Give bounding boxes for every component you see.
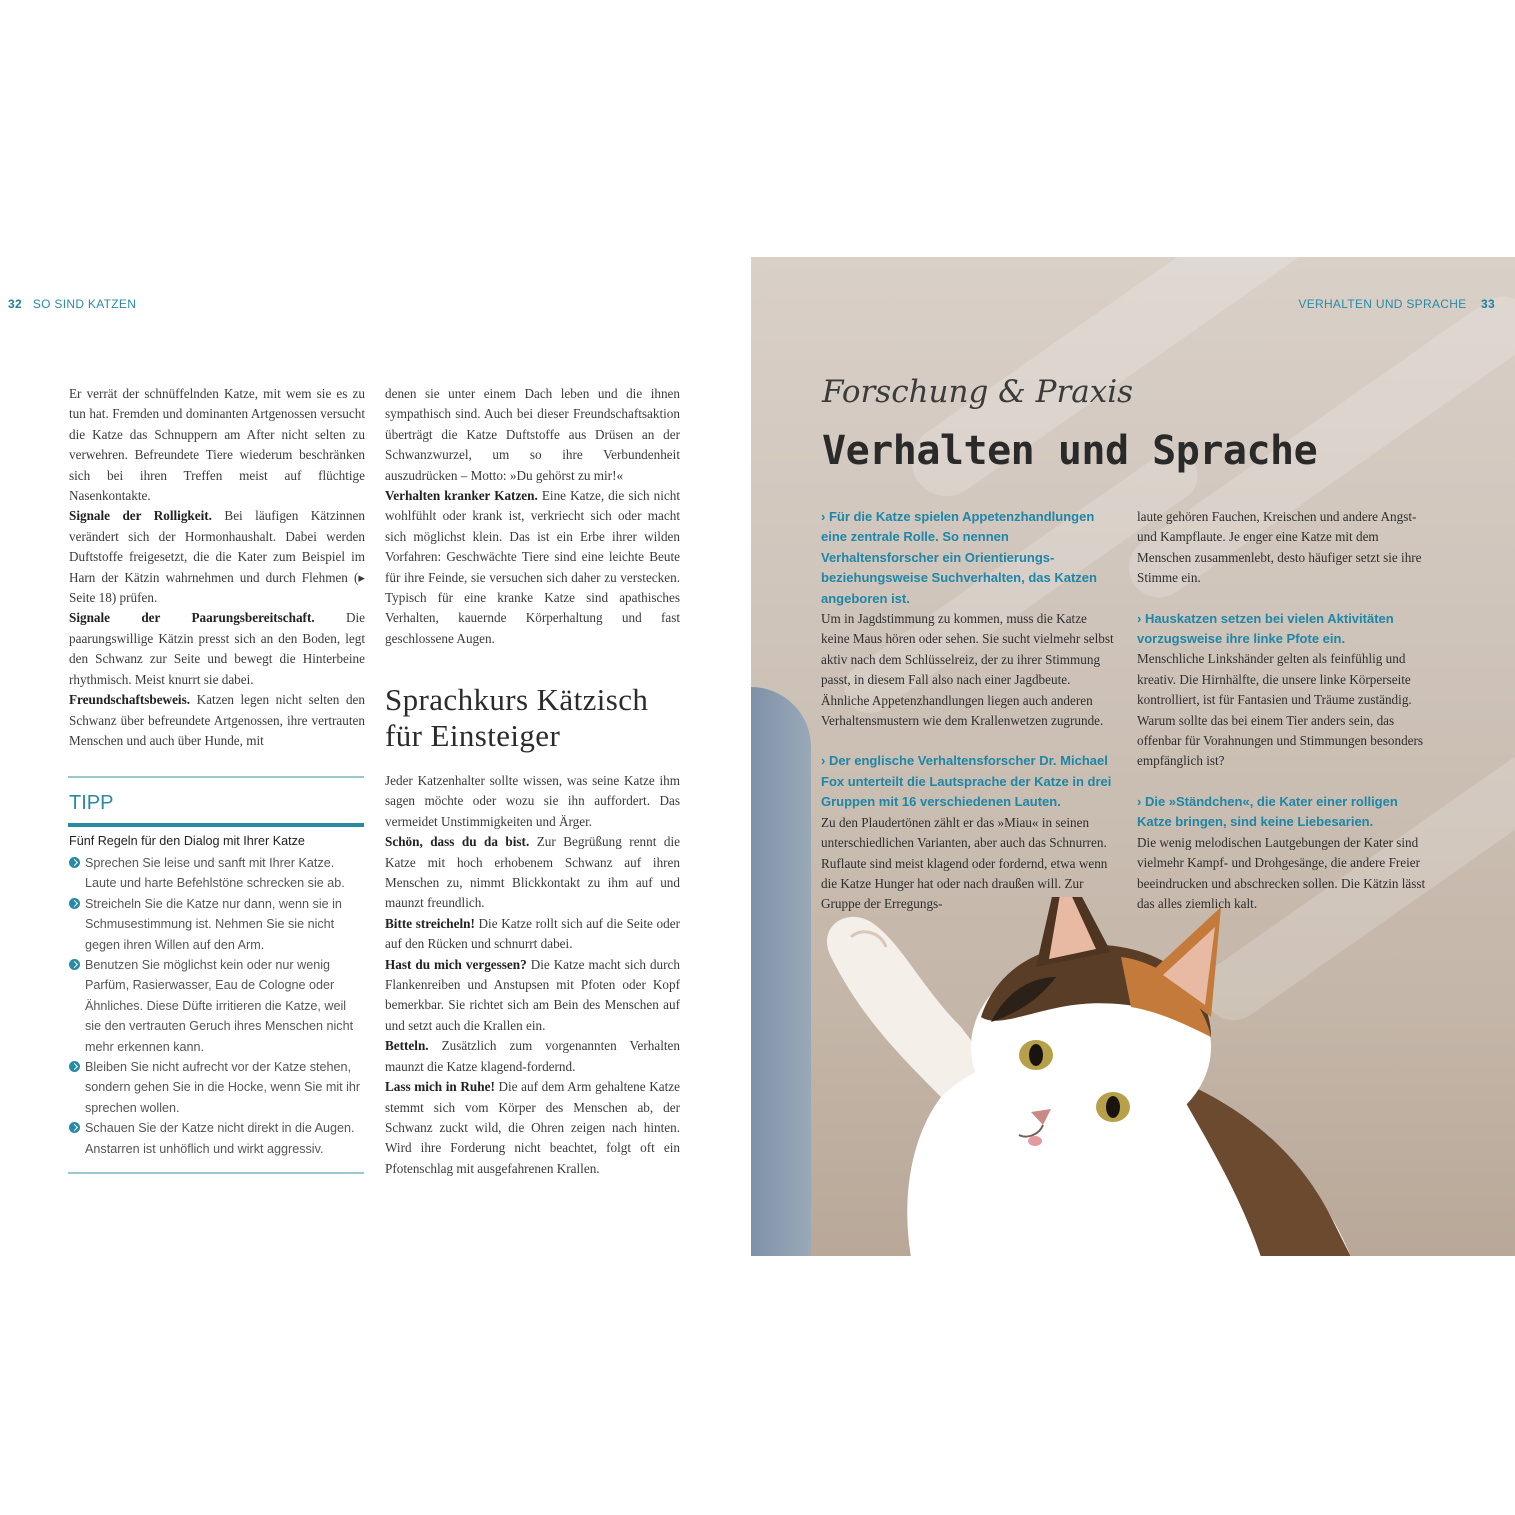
paragraph-text: Zusätzlich zum vorgenannten Verhalten maunzt die Katze klagend-fordernd. <box>385 1038 680 1074</box>
paragraph-head: Betteln. <box>385 1038 429 1054</box>
page-number-right: 33 <box>1481 297 1495 311</box>
paragraph-text: Zur Begrüßung rennt die Katze mit hoch erhobenem Schwanz auf ihren Menschen zu, nimmt Blickkontakt zu ihm auf und maunzt freundlich. <box>385 834 680 911</box>
fact-headline: › Für die Katze spielen Appetenzhandlungen eine zentrale Rolle. So nennen Verhaltensforscher ein Orientierungs- beziehungsweise Suchverhalten, das Katzen angeboren ist. <box>821 509 1097 606</box>
page-number-left: 32 <box>8 297 22 311</box>
tipp-item <box>69 853 365 894</box>
fact-headline: › Der englische Verhaltensforscher Dr. Michael Fox unterteilt die Lautsprache der Katze in drei Gruppen mit 16 verschiedenen Lauten. <box>821 753 1112 810</box>
fact-text: Menschliche Linkshänder gelten als feinfühlig und kreativ. Die Hirnhälfte, die unsere linke Körperseite kontrolliert, ist für Fantasien und Träume zuständig. Warum sollte das bei einem Tier anders sein, das offenbar für Vorahnungen und Stimmungen besonders empfänglich ist? <box>1137 651 1424 769</box>
running-head-right <box>1298 297 1495 311</box>
paragraph-text: Katzen legen nicht selten den Schwanz über befreundete Artgenossen, ihre vertrauten Menschen und auch über Hunde, mit <box>69 692 365 748</box>
fact-column-a <box>821 507 1117 915</box>
circle-arrow-icon <box>69 857 80 868</box>
paragraph <box>385 1077 680 1179</box>
paragraph-head: Schön, dass du da bist. <box>385 834 530 850</box>
paragraph-text: Eine Katze, die sich nicht wohlfühlt oder krank ist, verkriecht sich oder macht sich möglichst klein. Das ist ein Erbe ihrer wilden Vorfahren: Geschwächte Tiere sind eine leichte Beute für ihre Feinde, sie versuchen sich daher zu verstecken. Typisch für eine kranke Katze sind apathisches Verhalten, kauernde Körperhaltung und fast geschlossene Augen. <box>385 488 680 646</box>
paragraph: denen sie unter einem Dach leben und die ihnen sympathisch sind. Auch bei dieser Freundschaftsaktion überträgt die Katze Duftstoffe aus Drüsen an der Schwanzwurzel, um so ihre Verbundenheit auszudrücken – Motto: »Du gehörst zu mir!« <box>385 386 680 483</box>
paragraph-head: Verhalten kranker Katzen. <box>385 488 538 504</box>
tipp-rule-bottom <box>68 1172 364 1174</box>
tipp-title: TIPP <box>69 792 114 814</box>
tipp-item-text: Bleiben Sie nicht aufrecht vor der Katze stehen, sondern gehen Sie in die Hocke, wenn Sie mit ihr sprechen wollen. <box>85 1060 361 1115</box>
fact-text: Die wenig melodischen Lautgebungen der Kater sind vielmehr Kampf- und Drohgesänge, die andere Freier beeindrucken und abschrecken sollen. Die Kätzin lässt das alles ziemlich kalt. <box>1137 834 1426 911</box>
paragraph-head: Freundschaftsbeweis. <box>69 692 191 708</box>
paragraph <box>69 608 365 690</box>
fact-headline: › Hauskatzen setzen bei vielen Aktivitäten vorzugsweise ihre linke Pfote ein. <box>1137 610 1394 647</box>
fact-text: Um in Jagdstimmung zu kommen, muss die Katze keine Maus hören oder sehen. Sie sucht vielmehr selbst aktiv nach dem Schlüsselreiz, der zu ihrer Stimmung passt, in diesem Fall also nach einer Jagdbeute. Ähnliche Appetenzhandlungen liegen auch anderen Verhaltensmustern wie dem Krallenwetzen zugrunde. <box>821 611 1114 729</box>
tipp-rule-top <box>68 776 364 778</box>
left-column-1 <box>69 384 365 751</box>
paragraph-text: Die Katze macht sich durch Flankenreiben und Anstupsen mit Pfoten oder Kopf bemerkbar. Sie richtet sich am Bein des Menschen auf und setzt auch die Krallen ein. <box>385 956 680 1033</box>
paragraph: Er verrät der schnüffelnden Katze, mit wem sie es zu tun hat. Fremden und dominanten Artgenossen versucht die Katze das Schnuppern am After nicht selten zu verwehren. Befreundete Tiere wiederum beschränken sich bei ihren Treffen meist auf flüchtige Nasenkontakte. <box>69 386 365 504</box>
running-head-right-text: VERHALTEN UND SPRACHE <box>1298 297 1467 311</box>
tipp-item-text: Sprechen Sie leise und sanft mit Ihrer Katze. Laute und harte Befehlstöne schrecken sie ab. <box>85 856 345 891</box>
paragraph-head: Hast du mich vergessen? <box>385 956 527 972</box>
circle-arrow-icon <box>69 959 80 970</box>
circle-arrow-icon <box>69 1122 80 1133</box>
paragraph-head: Signale der Paarungsbereitschaft. <box>69 610 315 626</box>
paragraph-head: Bitte streicheln! <box>385 915 475 931</box>
tipp-item <box>69 955 365 1057</box>
section-title: Sprachkurs Kätzisch für Einsteiger <box>385 682 649 753</box>
fact-headline: › Die »Ständchen«, die Kater einer rolligen Katze bringen, sind keine Liebesarien. <box>1137 793 1398 830</box>
fact-text: Zu den Plaudertönen zählt er das »Miau« in seinen unterschiedlichen Varianten, aber auch das Schnurren. Ruflaute sind meist klagend oder fordernd, etwa wenn die Katze Hunger hat oder nach draußen will. Zur Gruppe der Erregungs- <box>821 814 1108 912</box>
tipp-subtitle: Fünf Regeln für den Dialog mit Ihrer Katze <box>69 834 305 848</box>
tipp-item <box>69 894 365 955</box>
kicker: Forschung & Praxis <box>822 374 1134 410</box>
paragraph <box>385 1036 680 1077</box>
fact-column-b <box>1137 507 1433 914</box>
paragraph-text: Bei läufigen Kätzinnen verändert sich der Hormonhaushalt. Dabei werden Duftstoffe freigesetzt, die die Kater zum Beispiel im Harn der Kätzin wahrnehmen und durch Flehmen (▸ Seite 18) prüfen. <box>69 508 365 606</box>
tipp-item-text: Schauen Sie der Katze nicht direkt in die Augen. Anstarren ist unhöflich und wirkt aggressiv. <box>85 1121 355 1156</box>
circle-arrow-icon <box>69 898 80 909</box>
left-column-2 <box>385 384 680 649</box>
tipp-item <box>69 1057 365 1118</box>
paragraph <box>385 832 680 914</box>
tipp-item-text: Benutzen Sie möglichst kein oder nur wenig Parfüm, Rasierwasser, Eau de Cologne oder Ähnliches. Diese Düfte irritieren die Katze, weil sie den vertrauten Geruch ihres Menschen nicht mehr erkennen kann. <box>85 958 354 1054</box>
paragraph <box>385 914 680 955</box>
running-head-left <box>8 297 136 311</box>
tipp-list <box>69 853 365 1159</box>
paragraph <box>385 955 680 1037</box>
page-title: Verhalten und Sprache <box>822 428 1318 474</box>
tipp-item-text: Streicheln Sie die Katze nur dann, wenn sie in Schmusestimmung ist. Nehmen Sie sie nicht gegen ihren Willen auf den Arm. <box>85 896 342 952</box>
paragraph <box>69 506 365 608</box>
paragraph-text: Die auf dem Arm gehaltene Katze stemmt sich vom Körper des Menschen ab, der Schwanz zuckt wild, die Ohren zeigen nach hinten. Wird ihre Forderung nicht beachtet, folgt oft ein Pfotenschlag mit ausgefahrenen Krallen. <box>385 1079 680 1176</box>
left-column-2-section <box>385 771 680 1179</box>
paragraph-text: Die paarungswillige Kätzin presst sich an den Boden, legt den Schwanz zur Seite und bewegt die Hinterbeine rhythmisch. Meist knurrt sie dabei. <box>69 610 365 687</box>
paragraph-head: Lass mich in Ruhe! <box>385 1079 495 1095</box>
running-head-left-text: SO SIND KATZEN <box>32 297 137 311</box>
fact-text: laute gehören Fauchen, Kreischen und andere Angst- und Kampflaute. Je enger eine Katze mit dem Menschen zusammenlebt, desto häufiger setzt sie ihre Stimme ein. <box>1137 509 1422 586</box>
circle-arrow-icon <box>69 1061 80 1072</box>
paragraph <box>385 486 680 649</box>
paragraph-text: Die Katze rollt sich auf die Seite oder auf den Rücken und schnurrt dabei. <box>385 915 680 952</box>
tipp-item <box>69 1118 365 1159</box>
paragraph-head: Signale der Rolligkeit. <box>69 508 212 524</box>
paragraph <box>69 690 365 751</box>
tipp-rule <box>68 823 364 827</box>
kitten-illustration <box>791 897 1351 1256</box>
paragraph: Jeder Katzenhalter sollte wissen, was seine Katze ihm sagen möchte oder wozu sie ihn auffordert. Das vermeidet Unstimmigkeiten und Ärger. <box>385 773 680 829</box>
